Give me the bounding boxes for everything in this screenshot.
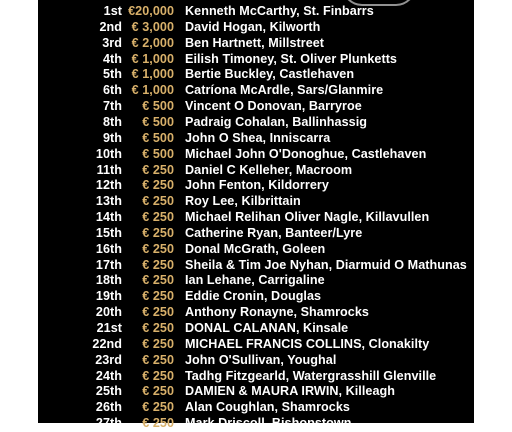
winner-name: John O'Sullivan, Youghal bbox=[185, 352, 337, 367]
prize-amount: € 250 bbox=[142, 400, 174, 415]
position-label: 3rd bbox=[102, 35, 122, 50]
position-label: 11th bbox=[96, 162, 122, 177]
position-label: 15th bbox=[95, 225, 122, 240]
winner-name: Padraig Cohalan, Ballinhassig bbox=[185, 114, 368, 129]
winner-row bbox=[38, 178, 474, 194]
prize-amount: € 250 bbox=[142, 368, 174, 383]
position-label: 12th bbox=[95, 178, 122, 193]
winner-name: John O Shea, Inniscarra bbox=[185, 130, 331, 145]
winner-row bbox=[38, 400, 474, 416]
prize-amount: € 500 bbox=[142, 130, 174, 145]
winner-name: Daniel C Kelleher, Macroom bbox=[185, 162, 353, 177]
position-label: 16th bbox=[95, 241, 122, 256]
position-label: 1st bbox=[103, 4, 122, 18]
prize-amount: € 1,000 bbox=[131, 51, 174, 66]
winner-name: David Hogan, Kilworth bbox=[185, 19, 321, 34]
winner-row bbox=[38, 83, 474, 99]
position-label: 21st bbox=[96, 321, 122, 335]
position-label: 5th bbox=[102, 67, 122, 82]
prize-amount: € 250 bbox=[142, 336, 174, 351]
prize-amount: € 500 bbox=[142, 114, 174, 129]
prize-amount: € 500 bbox=[142, 146, 174, 161]
prize-amount: € 1,000 bbox=[131, 67, 174, 82]
winner-name: Donal McGrath, Goleen bbox=[185, 241, 326, 256]
position-label: 19th bbox=[95, 289, 122, 304]
winner-row bbox=[38, 36, 474, 52]
prize-amount: € 250 bbox=[142, 305, 174, 320]
position-label: 27th bbox=[95, 416, 122, 431]
winner-row bbox=[38, 337, 474, 353]
prize-amount: € 500 bbox=[142, 99, 174, 114]
winner-row bbox=[38, 163, 474, 179]
winner-row bbox=[38, 353, 474, 369]
position-label: 7th bbox=[102, 99, 122, 114]
winner-name: Anthony Ronayne, Shamrocks bbox=[185, 305, 369, 320]
prize-amount: € 250 bbox=[142, 225, 174, 240]
prize-amount: € 250 bbox=[142, 178, 174, 193]
position-label: 13th bbox=[95, 194, 122, 209]
prize-amount: € 250 bbox=[142, 352, 174, 367]
prize-amount: € 250 bbox=[142, 384, 174, 399]
winner-row bbox=[38, 52, 474, 68]
winner-name: MICHAEL FRANCIS COLLINS, Clonakilty bbox=[185, 336, 430, 351]
winner-name: Eilish Timoney, St. Oliver Plunketts bbox=[185, 51, 397, 66]
position-label: 17th bbox=[95, 257, 122, 272]
winner-name: John Fenton, Kildorrery bbox=[185, 178, 329, 193]
winner-row bbox=[38, 99, 474, 115]
winner-name: Roy Lee, Kilbrittain bbox=[185, 194, 301, 209]
prize-amount: € 250 bbox=[142, 241, 174, 256]
winner-name: Ian Lehane, Carrigaline bbox=[185, 273, 325, 288]
position-label: 24th bbox=[95, 368, 122, 383]
winner-row bbox=[38, 321, 474, 337]
position-label: 9th bbox=[102, 130, 122, 145]
prize-amount: € 250 bbox=[142, 321, 174, 335]
winner-row bbox=[38, 20, 474, 36]
winner-row bbox=[38, 416, 474, 432]
position-label: 20th bbox=[95, 305, 122, 320]
winner-row bbox=[38, 226, 474, 242]
winner-name: Bertie Buckley, Castlehaven bbox=[185, 67, 355, 82]
winner-name: Mark Driscoll, Bishopstown bbox=[185, 416, 352, 431]
winner-name: Michael Relihan Oliver Nagle, Killavullen bbox=[185, 210, 430, 225]
winner-name: Alan Coughlan, Shamrocks bbox=[185, 400, 350, 415]
winner-name: Tadhg Fitzgearld, Watergrasshill Glenville bbox=[185, 368, 437, 383]
position-label: 26th bbox=[95, 400, 122, 415]
winner-row bbox=[38, 305, 474, 321]
winner-row bbox=[38, 67, 474, 83]
prize-amount: € 3,000 bbox=[131, 19, 174, 34]
winner-name: Sheila & Tim Joe Nyhan, Diarmuid O Mathunas bbox=[185, 257, 467, 272]
winner-row bbox=[38, 210, 474, 226]
winner-name: DAMIEN & MAURA IRWIN, Killeagh bbox=[185, 384, 395, 399]
position-label: 14th bbox=[95, 210, 122, 225]
winner-row bbox=[38, 131, 474, 147]
winner-name: Eddie Cronin, Douglas bbox=[185, 289, 322, 304]
winner-name: Kenneth McCarthy, St. Finbarrs bbox=[185, 4, 374, 18]
winner-name: Catherine Ryan, Banteer/Lyre bbox=[185, 225, 363, 240]
position-label: 4th bbox=[102, 51, 122, 66]
prize-amount: € 250 bbox=[142, 257, 174, 272]
winner-name: DONAL CALANAN, Kinsale bbox=[185, 321, 349, 335]
results-panel bbox=[38, 0, 474, 431]
winner-name: Michael John O'Donoghue, Castlehaven bbox=[185, 146, 427, 161]
position-label: 8th bbox=[102, 114, 122, 129]
winner-name: Catríona McArdle, Sars/Glanmire bbox=[185, 83, 384, 98]
winner-row bbox=[38, 273, 474, 289]
winner-row bbox=[38, 4, 474, 20]
prize-amount: € 250 bbox=[142, 210, 174, 225]
winner-name: Vincent O Donovan, Barryroe bbox=[185, 99, 362, 114]
winner-row bbox=[38, 369, 474, 385]
winner-row bbox=[38, 147, 474, 163]
position-label: 2nd bbox=[99, 19, 122, 34]
position-label: 10th bbox=[95, 146, 122, 161]
winner-row bbox=[38, 242, 474, 258]
prize-amount: € 250 bbox=[142, 194, 174, 209]
winner-row bbox=[38, 258, 474, 274]
winner-name: Ben Hartnett, Millstreet bbox=[185, 35, 325, 50]
prize-amount: € 250 bbox=[142, 416, 174, 431]
winner-row bbox=[38, 289, 474, 305]
prize-amount: €20,000 bbox=[128, 4, 174, 18]
position-label: 18th bbox=[95, 273, 122, 288]
position-label: 6th bbox=[102, 83, 122, 98]
prize-amount: € 250 bbox=[142, 162, 174, 177]
position-label: 25th bbox=[95, 384, 122, 399]
winner-row bbox=[38, 115, 474, 131]
prize-amount: € 250 bbox=[142, 289, 174, 304]
prize-amount: € 1,000 bbox=[131, 83, 174, 98]
winner-row bbox=[38, 384, 474, 400]
position-label: 23rd bbox=[95, 352, 122, 367]
prize-amount: € 2,000 bbox=[131, 35, 174, 50]
winner-row bbox=[38, 194, 474, 210]
position-label: 22nd bbox=[92, 336, 122, 351]
prize-amount: € 250 bbox=[142, 273, 174, 288]
